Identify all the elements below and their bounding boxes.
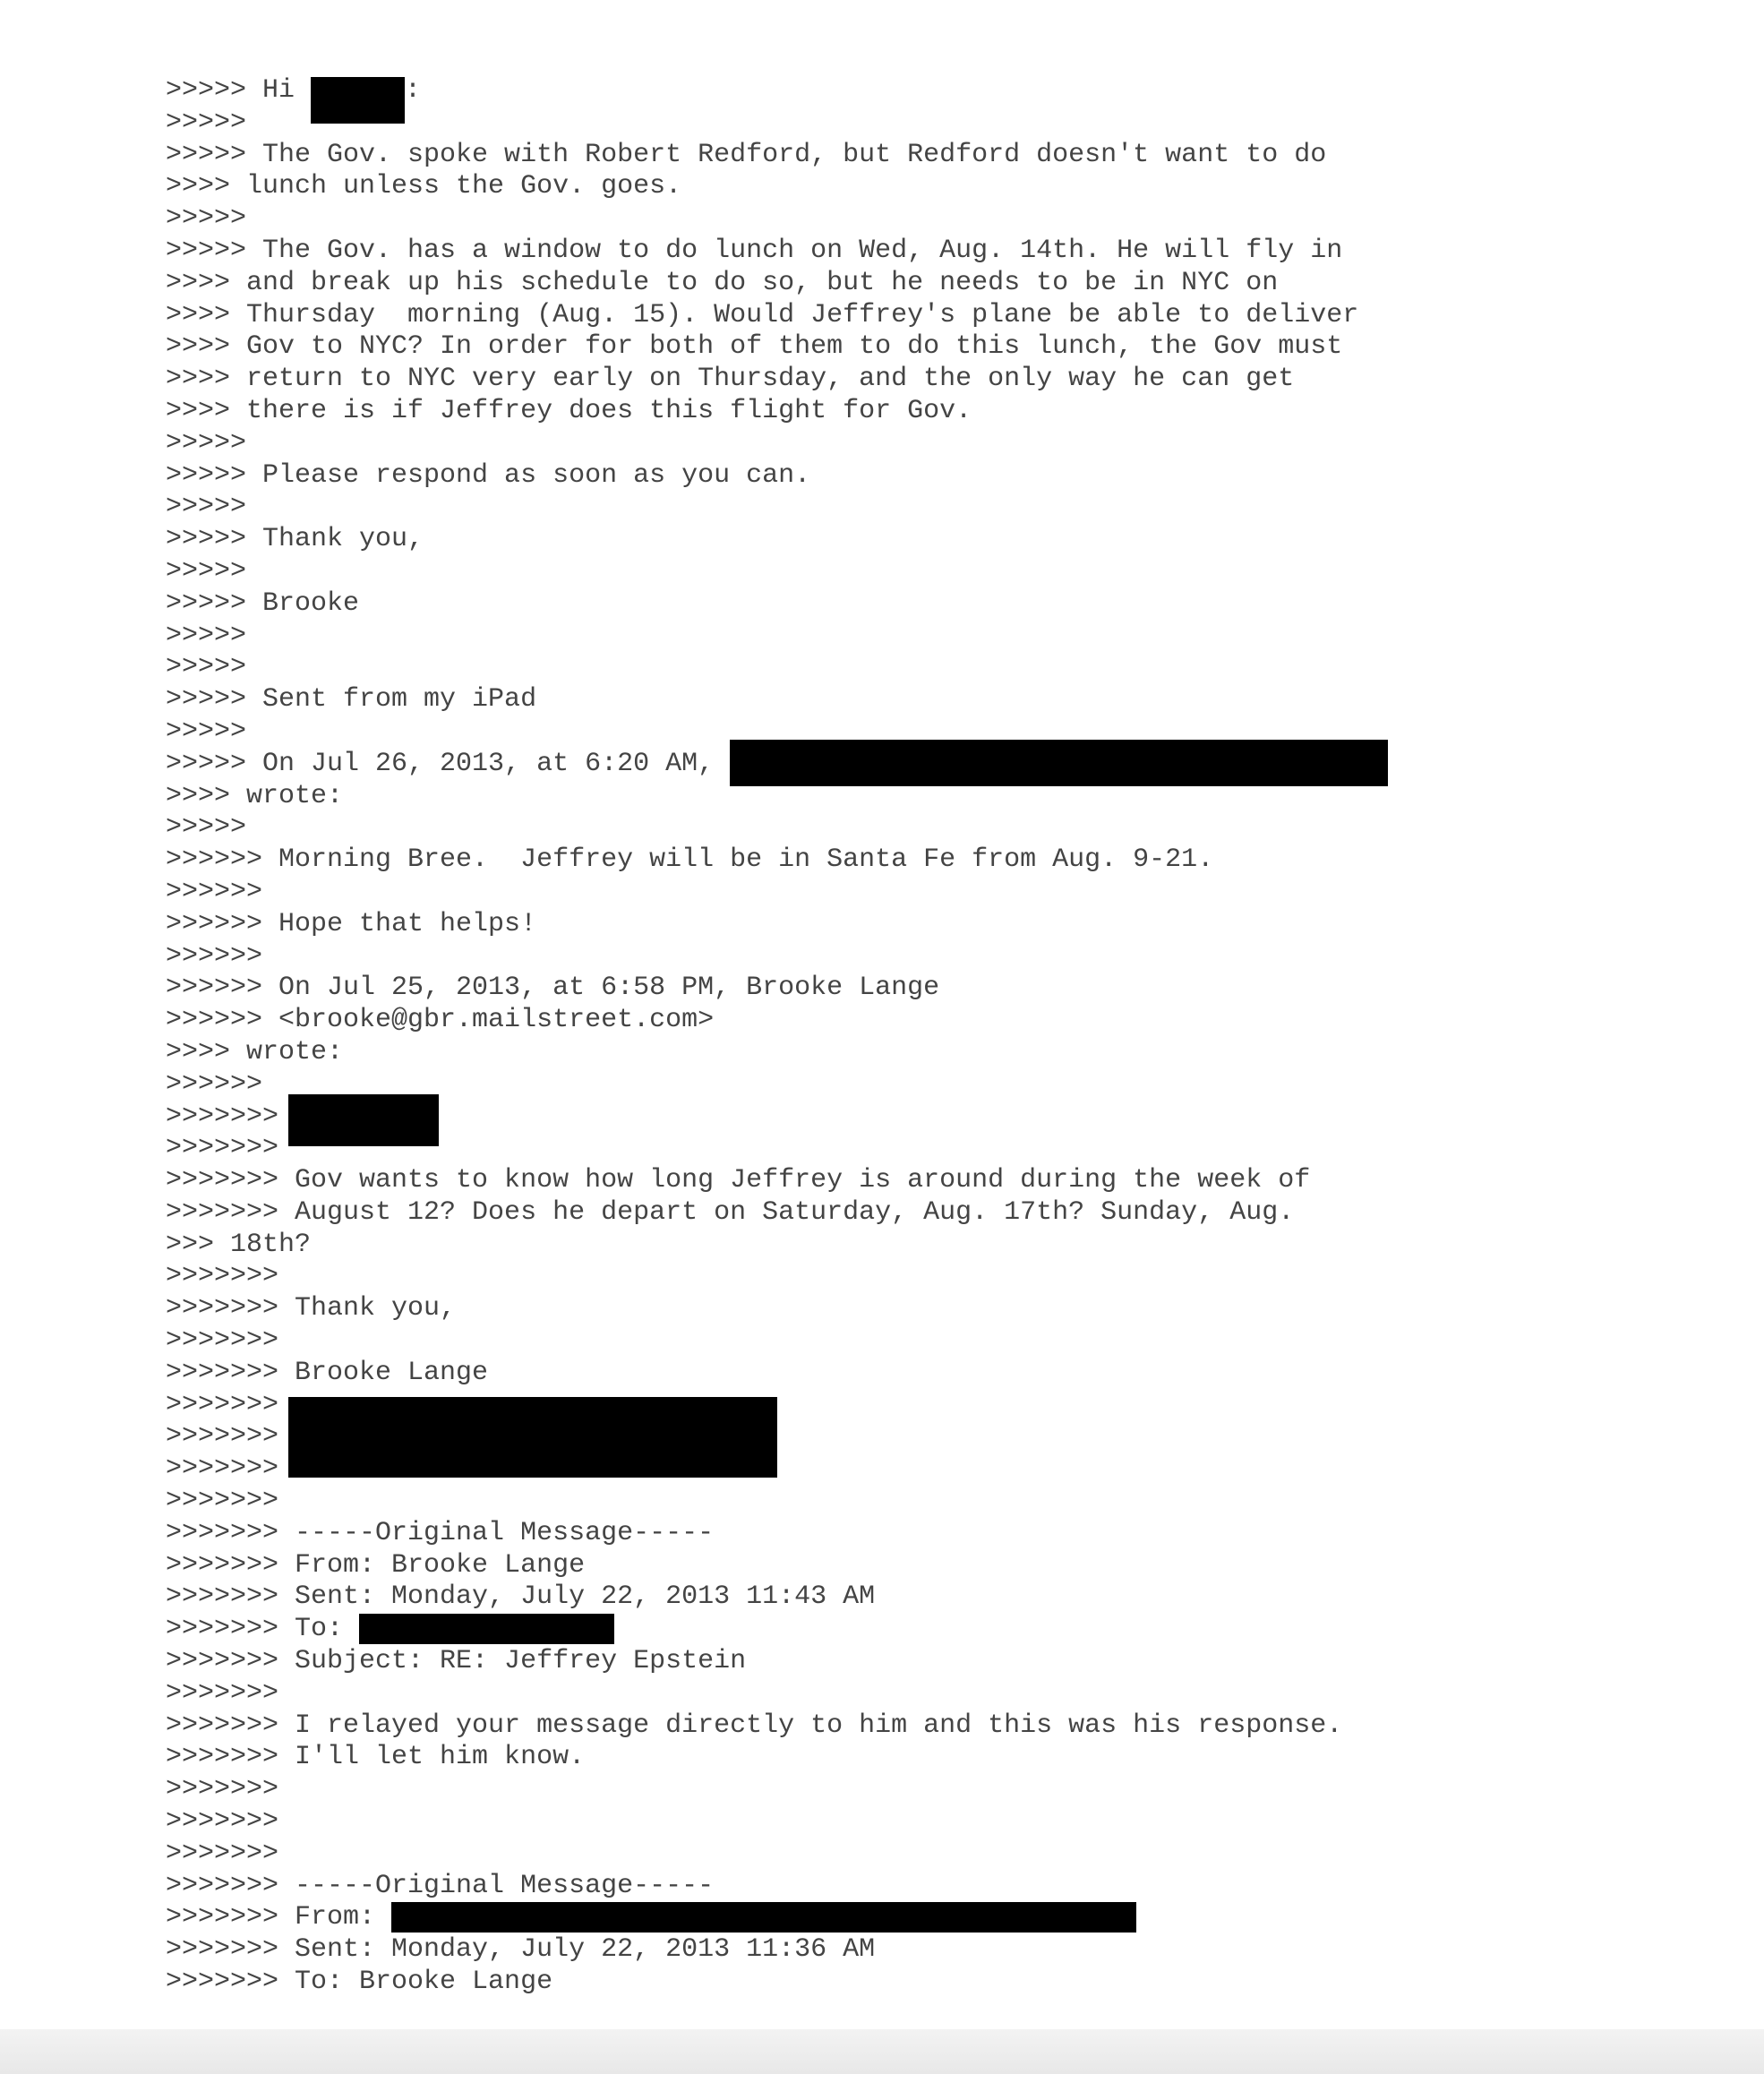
line-text: >>>>>>> — [166, 1838, 279, 1869]
email-line — [166, 396, 1388, 428]
email-line — [166, 556, 1388, 588]
line-text: >>>>> On Jul 26, 2013, at 6:20 AM, — [166, 748, 731, 779]
line-text: >>>>>>> From: Brooke Lange — [166, 1549, 586, 1581]
email-line — [166, 171, 1388, 203]
line-text: >>>>> — [166, 427, 247, 459]
email-line — [166, 1934, 1388, 1967]
email-line — [166, 1230, 1388, 1262]
email-line — [166, 812, 1388, 844]
email-line — [166, 364, 1388, 396]
email-line — [166, 203, 1388, 236]
line-text: >>>>>>> Brooke Lange — [166, 1357, 489, 1388]
email-line — [166, 941, 1388, 973]
redaction-block — [288, 1397, 777, 1478]
line-text: >>>> and break up his schedule to do so, but he needs to be in NYC on — [166, 267, 1279, 298]
line-text: >>>>>>> — [166, 1261, 279, 1292]
email-line — [166, 621, 1388, 653]
line-text: >>>>> — [166, 716, 247, 747]
line-text: >>>>> The Gov. spoke with Robert Redford, but Redford doesn't want to do — [166, 139, 1327, 170]
email-line — [166, 460, 1388, 493]
redaction-box — [391, 1902, 1136, 1933]
email-line — [166, 140, 1388, 172]
line-text: >>> 18th? — [166, 1229, 312, 1260]
line-text: >>>>>> — [166, 876, 263, 907]
email-line — [166, 749, 1388, 781]
line-text: >>>>>> On Jul 25, 2013, at 6:58 PM, Brooke Lange — [166, 973, 940, 1004]
email-line — [166, 1037, 1388, 1069]
line-text: >>>> Thursday morning (Aug. 15). Would Jeffrey's plane be able to deliver — [166, 299, 1359, 330]
email-line — [166, 1293, 1388, 1325]
line-text: >>>>>>> Sent: Monday, July 22, 2013 11:36 AM — [166, 1934, 876, 1966]
email-line — [166, 588, 1388, 621]
line-text: >>>>> Hi — [166, 75, 312, 106]
line-text: >>>>>>> Gov wants to know how long Jeffrey is around during the week of — [166, 1165, 1311, 1196]
line-text: >>>>> — [166, 620, 247, 651]
line-text-after-redaction: : — [405, 75, 422, 106]
email-line — [166, 1005, 1388, 1037]
redaction-block — [288, 1094, 439, 1146]
line-text: >>>> there is if Jeffrey does this flight for Gov. — [166, 395, 972, 426]
line-text: >>>>>> — [166, 1068, 263, 1100]
line-text: >>>> wrote: — [166, 1036, 344, 1067]
email-thread-text — [166, 75, 1388, 1999]
line-text: >>>>> Thank you, — [166, 524, 424, 555]
email-line — [166, 1197, 1388, 1230]
line-text: >>>>>>> Subject: RE: Jeffrey Epstein — [166, 1646, 747, 1677]
email-line — [166, 684, 1388, 716]
line-text: >>>>>>> Thank you, — [166, 1293, 457, 1324]
email-line — [166, 1550, 1388, 1582]
email-line — [166, 236, 1388, 268]
email-line — [166, 1486, 1388, 1518]
email-line — [166, 428, 1388, 460]
email-line — [166, 1325, 1388, 1358]
line-text: >>>>>>> August 12? Does he depart on Saturday, Aug. 17th? Sunday, Aug. — [166, 1196, 1295, 1228]
line-text: >>>>>>> -----Original Message----- — [166, 1870, 715, 1901]
page-bottom-edge — [0, 2029, 1764, 2074]
line-text: >>>>> Brooke — [166, 587, 360, 619]
email-line — [166, 1967, 1388, 1999]
email-line — [166, 1646, 1388, 1678]
line-text: >>>>>>> — [166, 1677, 279, 1709]
line-text: >>>>>>> To: Brooke Lange — [166, 1967, 553, 1998]
line-text: >>>>> — [166, 555, 247, 587]
email-line — [166, 268, 1388, 300]
redaction-box — [311, 77, 405, 124]
email-line — [166, 844, 1388, 877]
email-line — [166, 524, 1388, 556]
line-text: >>>>>>> — [166, 1486, 279, 1517]
email-line — [166, 1165, 1388, 1197]
redaction-box — [730, 740, 1388, 786]
email-line — [166, 877, 1388, 909]
email-line — [166, 1678, 1388, 1710]
email-line — [166, 652, 1388, 684]
email-line — [166, 1838, 1388, 1871]
email-line — [166, 1518, 1388, 1550]
email-line — [166, 1358, 1388, 1390]
email-line — [166, 973, 1388, 1005]
line-text: >>>>>>> — [166, 1101, 279, 1132]
email-line — [166, 1261, 1388, 1293]
line-text: >>>>>>> To: — [166, 1614, 360, 1645]
line-text: >>>>> Please respond as soon as you can. — [166, 459, 811, 491]
line-text: >>>>> — [166, 652, 247, 683]
line-text: >>>> lunch unless the Gov. goes. — [166, 171, 682, 202]
line-text: >>>> Gov to NYC? In order for both of them to do this lunch, the Gov must — [166, 331, 1343, 363]
line-text: >>>>> — [166, 492, 247, 523]
line-text: >>>>>>> I'll let him know. — [166, 1742, 586, 1773]
line-text: >>>>>>> — [166, 1806, 279, 1838]
line-text: >>>>>>> From: — [166, 1902, 392, 1933]
email-line — [166, 909, 1388, 941]
email-line — [166, 300, 1388, 332]
line-text: >>>>>>> — [166, 1325, 279, 1357]
line-text: >>>>>>> -----Original Message----- — [166, 1517, 715, 1548]
line-text: >>>>>> — [166, 940, 263, 972]
line-text: >>>>>>> — [166, 1133, 279, 1164]
email-line — [166, 1806, 1388, 1838]
line-text: >>>>> — [166, 107, 247, 138]
line-text: >>>>>>> — [166, 1389, 279, 1420]
email-line — [166, 331, 1388, 364]
line-text: >>>>>> Morning Bree. Jeffrey will be in Santa Fe from Aug. 9-21. — [166, 844, 1214, 876]
line-text: >>>>> The Gov. has a window to do lunch on Wed, Aug. 14th. He will fly in — [166, 235, 1343, 266]
email-line — [166, 1581, 1388, 1614]
email-line — [166, 75, 1388, 107]
email-line — [166, 1710, 1388, 1743]
line-text: >>>>> — [166, 812, 247, 844]
line-text: >>>> return to NYC very early on Thursday, and the only way he can get — [166, 364, 1295, 395]
line-text: >>>>>>> — [166, 1421, 279, 1453]
line-text: >>>>>>> I relayed your message directly to him and this was his response. — [166, 1710, 1343, 1741]
line-text: >>>>>>> Sent: Monday, July 22, 2013 11:43 AM — [166, 1581, 876, 1613]
line-text: >>>>>>> — [166, 1453, 279, 1485]
line-text: >>>>> Sent from my iPad — [166, 684, 537, 716]
line-text: >>>>>> Hope that helps! — [166, 908, 537, 939]
line-text: >>>>>>> — [166, 1774, 279, 1805]
email-line — [166, 1774, 1388, 1806]
email-line — [166, 1902, 1388, 1934]
line-text: >>>>> — [166, 203, 247, 235]
email-line — [166, 1742, 1388, 1774]
email-line — [166, 1871, 1388, 1903]
line-text: >>>> wrote: — [166, 780, 344, 811]
redaction-box — [359, 1614, 614, 1644]
line-text: >>>>>> <brooke@gbr.mailstreet.com> — [166, 1005, 715, 1036]
email-line — [166, 492, 1388, 524]
email-line — [166, 1614, 1388, 1646]
